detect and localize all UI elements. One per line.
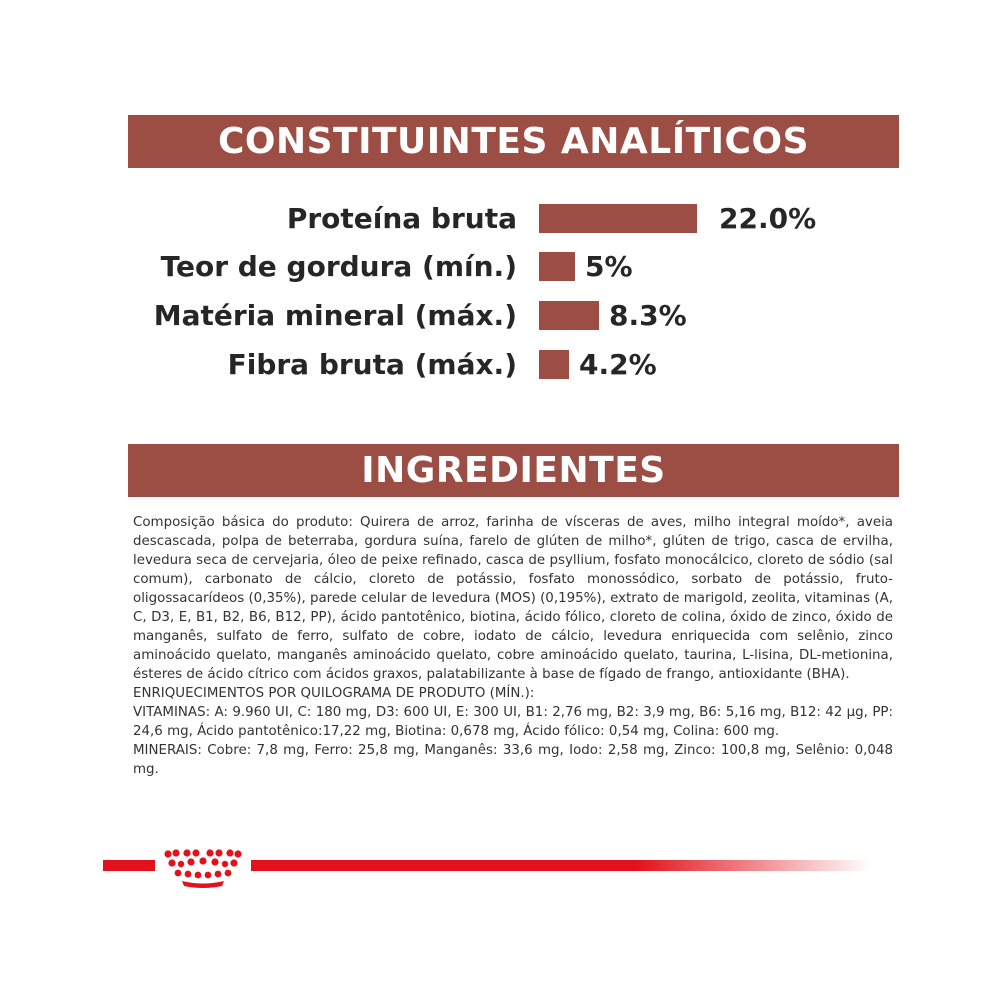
royal-crown-icon: [160, 848, 246, 888]
brand-footer: [0, 848, 1000, 888]
analytical-constituents-header: CONSTITUINTES ANALÍTICOS: [128, 115, 899, 168]
analytical-row: [0, 199, 1000, 239]
analytical-row: [0, 247, 1000, 287]
ingredients-enrichment-heading: ENRIQUECIMENTOS POR QUILOGRAMA DE PRODUTO (MÍN.):: [133, 686, 535, 701]
analytical-row-value: 8.3%: [609, 299, 687, 332]
brand-stripe-right: [251, 860, 871, 871]
ingredients-vitamins: VITAMINAS: A: 9.960 UI, C: 180 mg, D3: 600 UI, E: 300 UI, B1: 2,76 mg, B2: 3,9 mg, B6: 5,16 mg, B12: 42 µg, PP: 24,6 mg, Ácido pantotênico:17,22 mg, Biotina: 0,678 mg, Ácido fólico: 0,54 mg, Colina: 600 mg.: [133, 705, 893, 739]
ingredients-minerals: MINERAIS: Cobre: 7,8 mg, Ferro: 25,8 mg, Manganês: 33,6 mg, Iodo: 2,58 mg, Zinco: 100,8 mg, Selênio: 0,048 mg.: [133, 743, 893, 777]
analytical-row-bar: [539, 204, 697, 233]
ingredients-text: [133, 513, 893, 779]
analytical-row-bar: [539, 301, 599, 330]
brand-stripe-left: [103, 860, 155, 871]
analytical-row-bar: [539, 252, 575, 281]
analytical-row: [0, 296, 1000, 336]
analytical-row-label: Fibra bruta (máx.): [227, 348, 517, 381]
analytical-row-bar: [539, 350, 569, 379]
analytical-row-value: 4.2%: [579, 348, 657, 381]
ingredients-header: INGREDIENTES: [128, 444, 899, 497]
analytical-row-value: 22.0%: [719, 202, 817, 235]
analytical-row-label: Proteína bruta: [286, 202, 517, 235]
analytical-row-value: 5%: [585, 250, 633, 283]
ingredients-composition: Composição básica do produto: Quirera de arroz, farinha de vísceras de aves, milho integral moído*, aveia descascada, polpa de beterraba, gordura suína, farelo de glúten de milho*, glúten de trigo, casca de ervilha, levedura seca de cervejaria, óleo de peixe refinado, casca de psyllium, fosfato monocálcico, cloreto de sódio (sal comum), carbonato de cálcio, cloreto de potássio, fosfato monossódico, sorbato de potássio, fruto-oligossacarídeos (0,35%), parede celular de levedura (MOS) (0,195%), extrato de marigold, zeolita, vitaminas (A, C, D3, E, B1, B2, B6, B12, PP), ácido pantotênico, biotina, ácido fólico, cloreto de colina, óxido de zinco, óxido de manganês, sulfato de ferro, sulfato de cobre, iodato de cálcio, levedura enriquecida com selênio, zinco aminoácido quelato, manganês aminoácido quelato, cobre aminoácido quelato, taurina, L-lisina, DL-metionina, ésteres de ácido cítrico com ácidos graxos, palatabilizante à base de fígado de frango, antioxidante (BHA).: [133, 515, 893, 682]
analytical-row-label: Matéria mineral (máx.): [153, 299, 517, 332]
analytical-row-label: Teor de gordura (mín.): [160, 250, 517, 283]
analytical-row: [0, 345, 1000, 385]
